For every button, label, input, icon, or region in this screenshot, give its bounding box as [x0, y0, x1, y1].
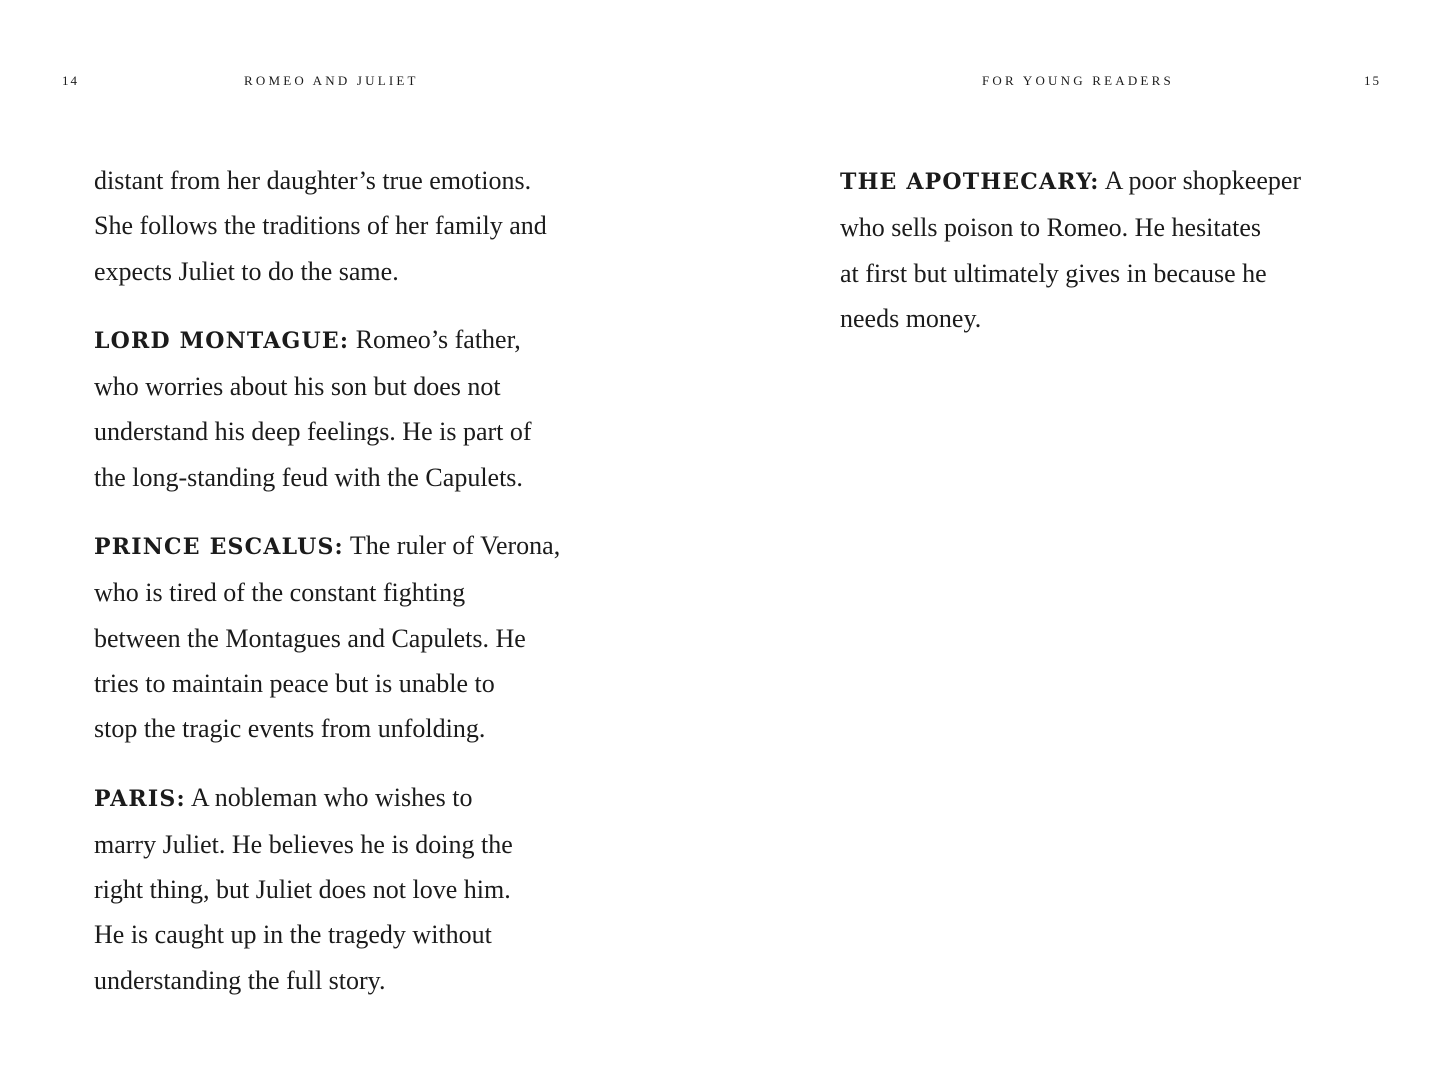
running-head-book-title: ROMEO AND JULIET [244, 73, 419, 88]
text-line: expects Juliet to do the same. [94, 256, 399, 286]
right-page [722, 0, 1445, 1068]
paragraph-apothecary [840, 158, 1400, 341]
character-name-prince-escalus: PRINCE ESCALUS: [94, 534, 344, 561]
text-line: needs money. [840, 303, 982, 333]
text-line: at first but ultimately gives in because he [840, 258, 1267, 288]
text-line: understanding the full story. [94, 965, 386, 995]
running-head-series-title: FOR YOUNG READERS [982, 73, 1174, 88]
right-body-text [840, 158, 1400, 364]
text-line: understand his deep feelings. He is part of [94, 417, 532, 447]
paragraph-paris [94, 775, 654, 1003]
text-line: right thing, but Juliet does not love him. [94, 875, 511, 905]
character-name-paris: PARIS: [94, 785, 186, 812]
text-line: The ruler of Verona, [343, 531, 561, 561]
text-line: who sells poison to Romeo. He hesitates [840, 213, 1262, 243]
text-line: A nobleman who wishes to [185, 782, 473, 812]
left-page [0, 0, 722, 1068]
text-line: She follows the traditions of her family and [94, 211, 547, 241]
paragraph-lady-capulet-continued [94, 158, 654, 294]
page-number-right: 15 [1364, 73, 1381, 88]
page-number-left: 14 [62, 73, 79, 88]
character-name-lord-montague: LORD MONTAGUE: [94, 327, 350, 354]
text-line: stop the tragic events from unfolding. [94, 714, 486, 744]
text-line: the long-standing feud with the Capulets. [94, 462, 523, 492]
text-line: marry Juliet. He believes he is doing the [94, 829, 513, 859]
text-line: who worries about his son but does not [94, 372, 501, 402]
text-line: between the Montagues and Capulets. He [94, 623, 526, 653]
text-line: tries to maintain peace but is unable to [94, 668, 495, 698]
text-line: distant from her daughter’s true emotions. [94, 166, 532, 195]
text-line: who is tired of the constant fighting [94, 578, 466, 608]
left-body-text [94, 158, 654, 1026]
text-line: A poor shopkeeper [1099, 166, 1302, 195]
paragraph-lord-montague [94, 317, 654, 500]
paragraph-prince-escalus [94, 523, 654, 751]
text-line: He is caught up in the tragedy without [94, 920, 492, 950]
text-line: Romeo’s father, [349, 324, 521, 354]
character-name-apothecary: THE APOTHECARY: [840, 169, 1100, 195]
